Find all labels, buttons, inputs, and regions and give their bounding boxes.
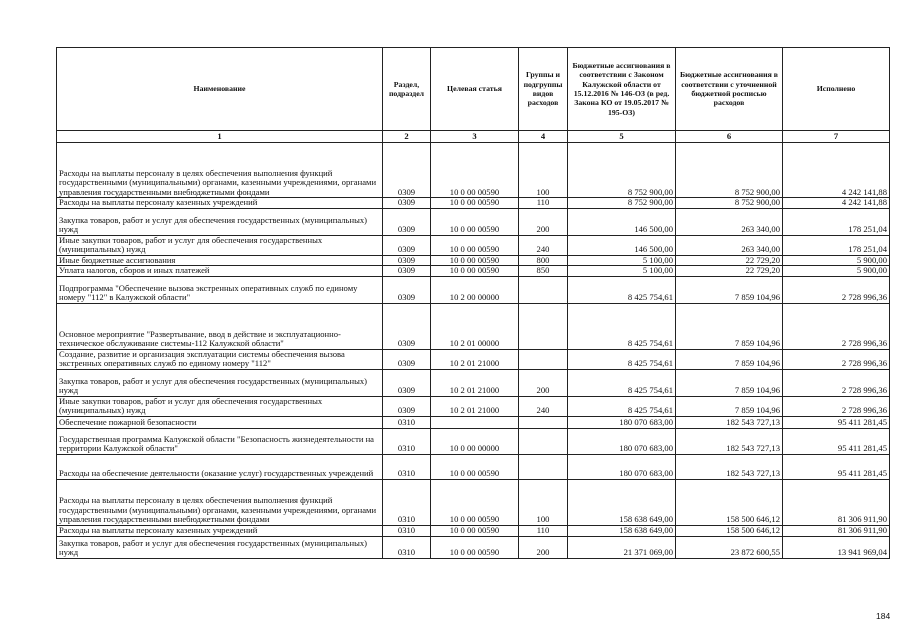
row-name: Уплата налогов, сборов и иных платежей: [57, 266, 383, 277]
row-target-article: 10 0 00 00590: [431, 198, 519, 209]
header-refined-budget: Бюджетные ассигнования в соответствии с уточненной бюджетной росписью расходов: [676, 48, 783, 131]
header-target-article: Целевая статья: [431, 48, 519, 131]
header-executed: Исполнено: [783, 48, 890, 131]
row-name: Закупка товаров, работ и услуг для обеспечения государственных (муниципальных) нужд: [57, 369, 383, 396]
col-number: 2: [383, 131, 431, 143]
table-row: [57, 235, 890, 255]
row-expense-group: [519, 454, 568, 479]
row-expense-group: [519, 428, 568, 454]
row-expense-group: 850: [519, 266, 568, 277]
table-row: [57, 428, 890, 454]
row-refined-budget: 7 859 104,96: [676, 396, 783, 416]
row-budget-law: 8 752 900,00: [568, 198, 676, 209]
row-executed: 81 306 911,90: [783, 479, 890, 525]
row-section: 0310: [383, 525, 431, 536]
row-target-article: 10 2 01 21000: [431, 349, 519, 369]
row-executed: 81 306 911,90: [783, 525, 890, 536]
row-section: 0310: [383, 454, 431, 479]
row-name: Основное мероприятие "Развертывание, ввод в действие и эксплуатационно-техническое обслуживание системы-112 Калужской области": [57, 303, 383, 349]
row-executed: 4 242 141,88: [783, 198, 890, 209]
table-row: [57, 454, 890, 479]
row-name: Обеспечение пожарной безопасности: [57, 416, 383, 428]
row-refined-budget: 7 859 104,96: [676, 276, 783, 303]
row-refined-budget: 263 340,00: [676, 235, 783, 255]
row-executed: 4 242 141,88: [783, 143, 890, 198]
col-number: 5: [568, 131, 676, 143]
row-refined-budget: 263 340,00: [676, 208, 783, 235]
col-number: 6: [676, 131, 783, 143]
header-budget-law: Бюджетные ассигнования в соответствии с Законом Калужской области от 15.12.2016 № 146-ОЗ (в ред. Закона КО от 19.05.2017 № 195-ОЗ): [568, 48, 676, 131]
row-executed: 2 728 996,36: [783, 276, 890, 303]
row-section: 0310: [383, 536, 431, 558]
row-section: 0309: [383, 143, 431, 198]
row-refined-budget: 182 543 727,13: [676, 416, 783, 428]
row-expense-group: 100: [519, 143, 568, 198]
table-row: [57, 255, 890, 266]
row-target-article: 10 2 01 21000: [431, 396, 519, 416]
row-target-article: 10 0 00 00590: [431, 479, 519, 525]
table-row: [57, 525, 890, 536]
row-refined-budget: 158 500 646,12: [676, 479, 783, 525]
row-executed: 5 900,00: [783, 266, 890, 277]
row-section: 0310: [383, 416, 431, 428]
row-section: 0309: [383, 198, 431, 209]
row-expense-group: 110: [519, 198, 568, 209]
row-budget-law: 8 425 754,61: [568, 276, 676, 303]
row-target-article: 10 2 01 21000: [431, 369, 519, 396]
table-row: [57, 303, 890, 349]
row-target-article: 10 0 00 00590: [431, 143, 519, 198]
row-budget-law: 8 425 754,61: [568, 303, 676, 349]
row-executed: 2 728 996,36: [783, 396, 890, 416]
row-expense-group: 100: [519, 479, 568, 525]
row-refined-budget: 182 543 727,13: [676, 454, 783, 479]
row-budget-law: 8 425 754,61: [568, 396, 676, 416]
row-refined-budget: 182 543 727,13: [676, 428, 783, 454]
col-number: 4: [519, 131, 568, 143]
row-budget-law: 180 070 683,00: [568, 454, 676, 479]
row-executed: 95 411 281,45: [783, 416, 890, 428]
row-expense-group: 200: [519, 536, 568, 558]
column-number-row: [57, 131, 890, 143]
table-row: [57, 369, 890, 396]
row-target-article: 10 0 00 00590: [431, 454, 519, 479]
header-section: Раздел, подраздел: [383, 48, 431, 131]
row-budget-law: 146 500,00: [568, 235, 676, 255]
table-header-row: [57, 48, 890, 131]
row-section: 0309: [383, 303, 431, 349]
row-target-article: 10 0 00 00590: [431, 525, 519, 536]
row-expense-group: [519, 416, 568, 428]
row-section: 0309: [383, 208, 431, 235]
row-name: Иные закупки товаров, работ и услуг для обеспечения государственных (муниципальных) нужд: [57, 396, 383, 416]
row-name: Государственная программа Калужской области "Безопасность жизнедеятельности на территории Калужской области": [57, 428, 383, 454]
row-target-article: 10 0 00 00000: [431, 428, 519, 454]
row-budget-law: 5 100,00: [568, 255, 676, 266]
row-target-article: 10 0 00 00590: [431, 536, 519, 558]
row-budget-law: 8 425 754,61: [568, 349, 676, 369]
row-budget-law: 8 752 900,00: [568, 143, 676, 198]
row-refined-budget: 22 729,20: [676, 266, 783, 277]
row-section: 0310: [383, 428, 431, 454]
row-name: Закупка товаров, работ и услуг для обеспечения государственных (муниципальных) нужд: [57, 536, 383, 558]
row-refined-budget: 22 729,20: [676, 255, 783, 266]
row-section: 0309: [383, 349, 431, 369]
row-executed: 178 251,04: [783, 208, 890, 235]
row-executed: 178 251,04: [783, 235, 890, 255]
row-expense-group: 240: [519, 396, 568, 416]
row-budget-law: 146 500,00: [568, 208, 676, 235]
row-executed: 5 900,00: [783, 255, 890, 266]
row-executed: 13 941 969,04: [783, 536, 890, 558]
row-target-article: 10 2 00 00000: [431, 276, 519, 303]
row-name: Закупка товаров, работ и услуг для обеспечения государственных (муниципальных) нужд: [57, 208, 383, 235]
row-target-article: 10 0 00 00590: [431, 208, 519, 235]
col-number: 3: [431, 131, 519, 143]
row-name: Иные закупки товаров, работ и услуг для обеспечения государственных (муниципальных) нужд: [57, 235, 383, 255]
budget-document: [56, 47, 890, 559]
row-section: 0309: [383, 266, 431, 277]
row-section: 0309: [383, 396, 431, 416]
row-refined-budget: 8 752 900,00: [676, 143, 783, 198]
table-row: [57, 208, 890, 235]
row-name: Расходы на выплаты персоналу в целях обеспечения выполнения функций государственными (муниципальными) органами, казенными учреждениями, органами управления государственными внебюджетными фондами: [57, 143, 383, 198]
table-row: [57, 416, 890, 428]
row-budget-law: 158 638 649,00: [568, 479, 676, 525]
table-row: [57, 143, 890, 198]
row-expense-group: 240: [519, 235, 568, 255]
row-executed: 95 411 281,45: [783, 454, 890, 479]
row-name: Создание, развитие и организация эксплуатации системы обеспечения вызова экстренных оперативных служб по единому номеру "112": [57, 349, 383, 369]
table-body: [57, 143, 890, 559]
row-expense-group: [519, 276, 568, 303]
row-executed: 2 728 996,36: [783, 369, 890, 396]
budget-table: [56, 47, 890, 559]
row-executed: 95 411 281,45: [783, 428, 890, 454]
row-refined-budget: 7 859 104,96: [676, 349, 783, 369]
table-row: [57, 536, 890, 558]
col-number: 7: [783, 131, 890, 143]
row-section: 0309: [383, 255, 431, 266]
row-name: Расходы на выплаты персоналу в целях обеспечения выполнения функций государственными (муниципальными) органами, казенными учреждениями, органами управления государственными внебюджетными фондами: [57, 479, 383, 525]
row-refined-budget: 7 859 104,96: [676, 369, 783, 396]
row-name: Подпрограмма "Обеспечение вызова экстренных оперативных служб по единому номеру "112" в Калужской области": [57, 276, 383, 303]
table-row: [57, 349, 890, 369]
row-name: Расходы на выплаты персоналу казенных учреждений: [57, 198, 383, 209]
row-target-article: 10 0 00 00590: [431, 255, 519, 266]
col-number: 1: [57, 131, 383, 143]
table-row: [57, 276, 890, 303]
row-section: 0309: [383, 235, 431, 255]
row-expense-group: 200: [519, 208, 568, 235]
row-target-article: [431, 416, 519, 428]
row-refined-budget: 23 872 600,55: [676, 536, 783, 558]
row-budget-law: 21 371 069,00: [568, 536, 676, 558]
row-budget-law: 180 070 683,00: [568, 428, 676, 454]
row-section: 0309: [383, 369, 431, 396]
table-row: [57, 479, 890, 525]
row-budget-law: 180 070 683,00: [568, 416, 676, 428]
row-budget-law: 158 638 649,00: [568, 525, 676, 536]
header-name: Наименование: [57, 48, 383, 131]
row-budget-law: 5 100,00: [568, 266, 676, 277]
table-row: [57, 396, 890, 416]
row-expense-group: [519, 303, 568, 349]
row-executed: 2 728 996,36: [783, 349, 890, 369]
row-section: 0310: [383, 479, 431, 525]
row-budget-law: 8 425 754,61: [568, 369, 676, 396]
row-expense-group: 800: [519, 255, 568, 266]
row-expense-group: [519, 349, 568, 369]
row-target-article: 10 0 00 00590: [431, 266, 519, 277]
row-name: Расходы на выплаты персоналу казенных учреждений: [57, 525, 383, 536]
row-target-article: 10 2 01 00000: [431, 303, 519, 349]
row-expense-group: 110: [519, 525, 568, 536]
row-refined-budget: 158 500 646,12: [676, 525, 783, 536]
row-name: Расходы на обеспечение деятельности (оказание услуг) государственных учреждений: [57, 454, 383, 479]
table-row: [57, 198, 890, 209]
row-refined-budget: 7 859 104,96: [676, 303, 783, 349]
page-number: 184: [876, 611, 891, 621]
row-executed: 2 728 996,36: [783, 303, 890, 349]
row-expense-group: 200: [519, 369, 568, 396]
row-target-article: 10 0 00 00590: [431, 235, 519, 255]
row-section: 0309: [383, 276, 431, 303]
row-refined-budget: 8 752 900,00: [676, 198, 783, 209]
row-name: Иные бюджетные ассигнования: [57, 255, 383, 266]
table-row: [57, 266, 890, 277]
header-expense-group: Группы и подгруппы видов расходов: [519, 48, 568, 131]
